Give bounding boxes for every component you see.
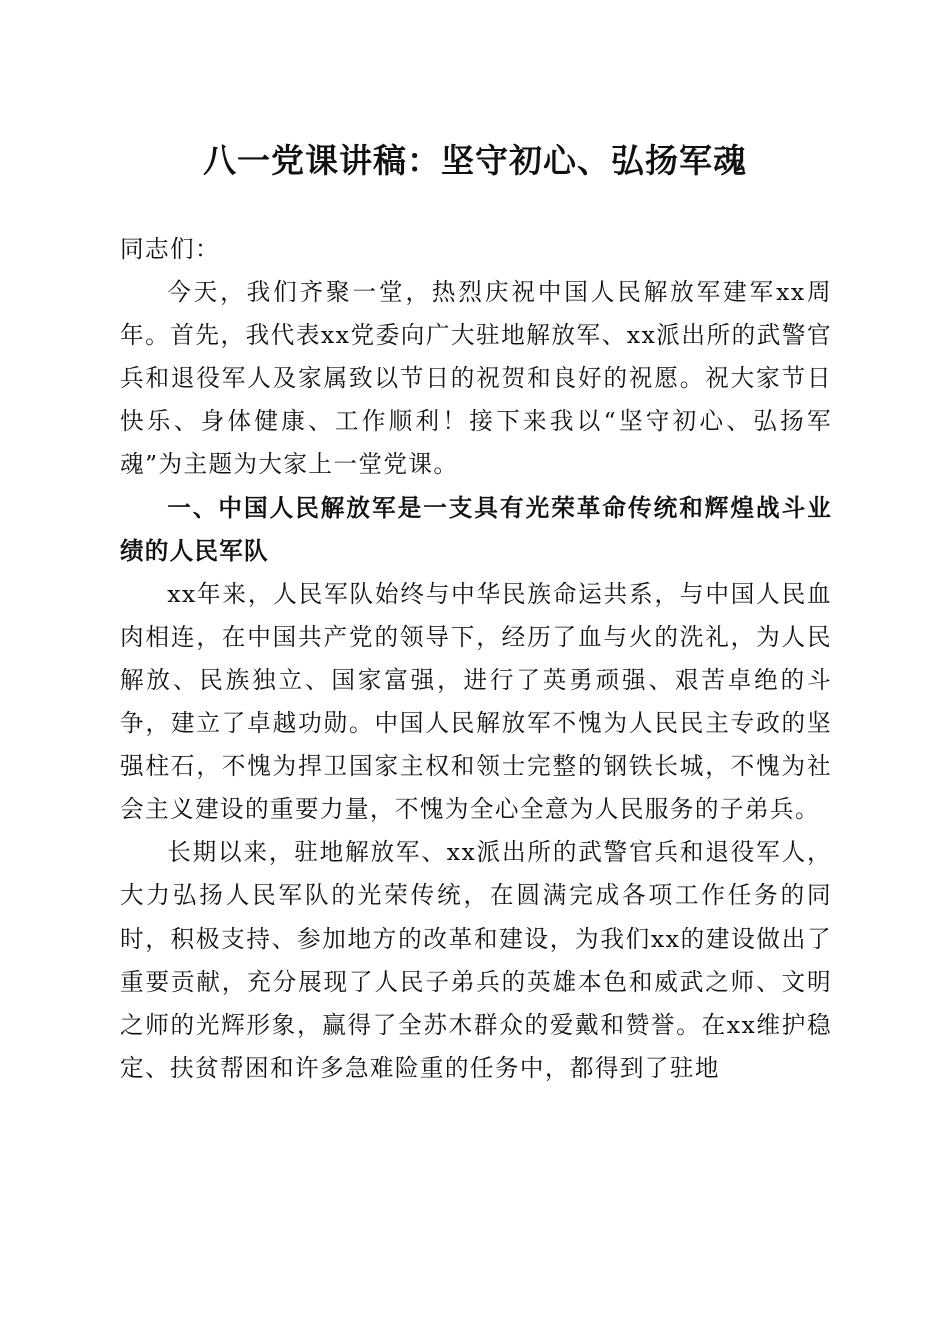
- document-body: [120, 228, 832, 1090]
- paragraph-contribution: 长期以来，驻地解放军、xx派出所的武警官兵和退役军人，大力弘扬人民军队的光荣传统，在圆满完成各项工作任务的同时，积极支持、参加地方的改革和建设，为我们xx的建设做出了重要贡献，充分展现了人民子弟兵的英雄本色和威武之师、文明之师的光辉形象，赢得了全苏木群众的爱戴和赞誉。在xx维护稳定、扶贫帮困和许多急难险重的任务中，都得到了驻地: [120, 838, 832, 1082]
- paragraph-history: xx年来，人民军队始终与中华民族命运共系，与中国人民血肉相连，在中国共产党的领导下，经历了血与火的洗礼，为人民解放、民族独立、国家富强，进行了英勇顽强、艰苦卓绝的斗争，建立了卓越功勋。中国人民解放军不愧为人民民主专政的坚强柱石，不愧为捍卫国家主权和领士完整的钢铁长城，不愧为社会主义建设的重要力量，不愧为全心全意为人民服务的子弟兵。: [120, 579, 832, 824]
- paragraph-opening: 今天，我们齐聚一堂，热烈庆祝中国人民解放军建军xx周年。首先，我代表xx党委向广大驻地解放军、xx派出所的武警官兵和退役军人及家属致以节日的祝贺和良好的祝愿。祝大家节日快乐、身体健康、工作顺利！接下来我以“坚守初心、弘扬军魂”为主题为大家上一堂党课。: [120, 278, 832, 479]
- section-heading-1: 一、中国人民解放军是一支具有光荣革命传统和辉煌战斗业绩的人民军队: [120, 493, 832, 565]
- salutation: 同志们：: [120, 235, 220, 263]
- document-title: 八一党课讲稿：坚守初心、弘扬军魂: [203, 141, 747, 180]
